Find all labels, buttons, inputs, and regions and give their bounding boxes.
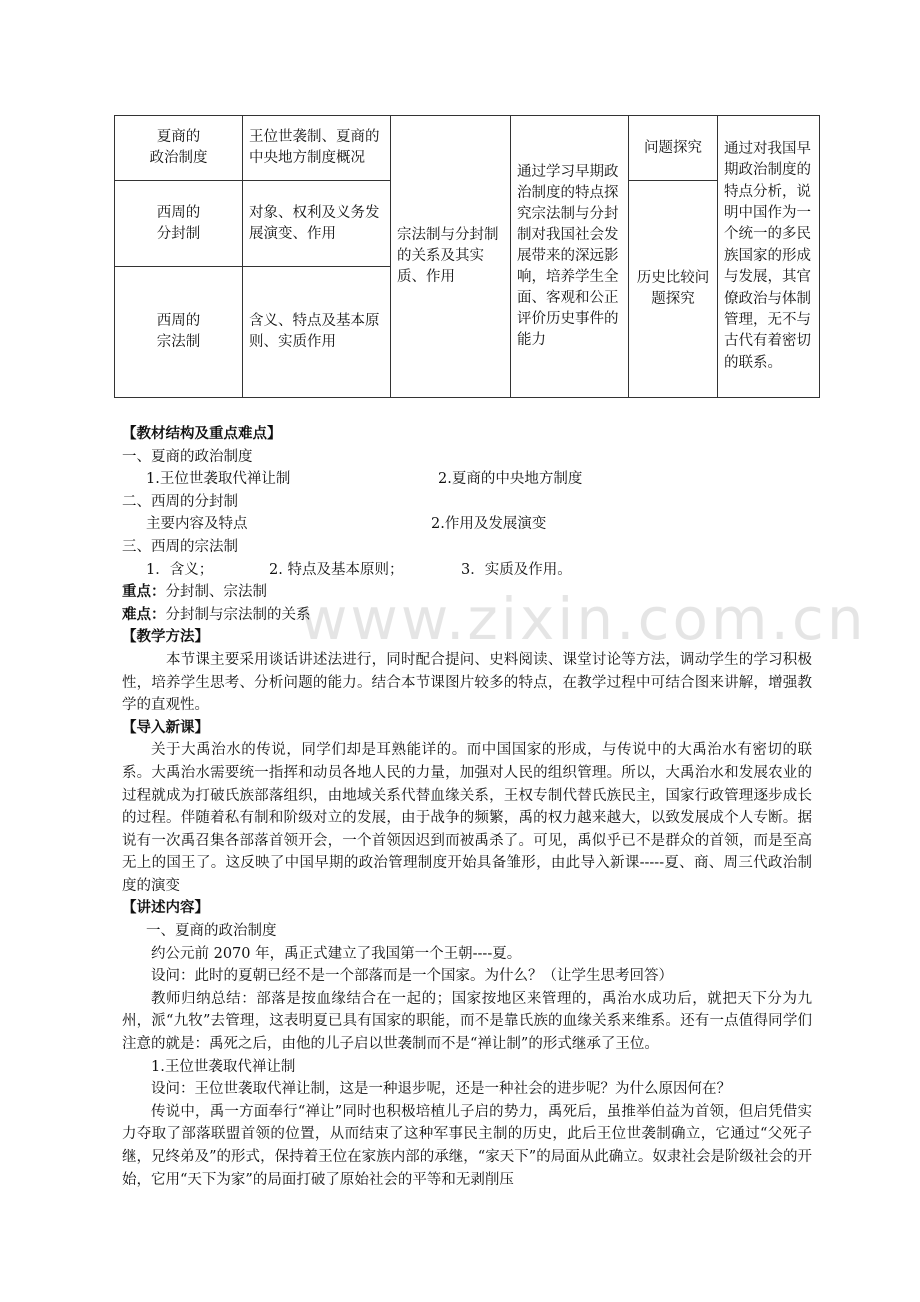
difficult-point [122, 604, 812, 627]
outline-sub: 2. 特点及基本原则； [269, 561, 404, 578]
subsection-heading: 1.王位世袭取代禅让制 [151, 1058, 296, 1075]
curriculum-table [114, 115, 820, 398]
table-cell: 西周的 分封制 [115, 181, 243, 267]
paragraph: 约公元前 2070 年，禹正式建立了我国第一个王朝----夏。 [151, 945, 522, 962]
section-heading: 【教材结构及重点难点】 [122, 425, 282, 442]
section-heading: 【教学方法】 [122, 628, 209, 646]
section-heading: 【讲述内容】 [122, 899, 209, 917]
watermark: www.zixin.com.cn [300, 585, 867, 653]
table-cell: 西周的 宗法制 [115, 267, 243, 398]
table-cell: 含义、特点及基本原则、实质作用 [243, 267, 391, 398]
table-cell: 夏商的 政治制度 [115, 116, 243, 181]
paragraph: 传说中，禹一方面奉行“禅让”同时也积极培植儿子启的势力，禹死后，虽推举伯益为首领，但启凭借实力夺取了部落联盟首领的位置，从而结束了这种军事民主制的历史，此后王位世袭制确立，它通过“父死子继，兄终弟及”的形式，保持着王位在家族内部的承继，“家天下”的局面从此确立。奴隶社会是阶级社会的开始，它用“天下为家”的局面打破了原始社会的平等和无剥削压 [122, 1103, 812, 1188]
table-cell: 通过对我国早期政治制度的特点分析，说明中国作为一个统一的多民族国家的形成与发展，其官僚政治与体制管理，无不与古代有着密切的联系。 [718, 116, 820, 398]
paragraph: 设问：此时的夏朝已经不是一个部落而是一个国家。为什么？（让学生思考回答） [151, 968, 673, 985]
table-cell: 对象、权利及义务发展演变、作用 [243, 181, 391, 267]
outline-sub: 1.王位世袭取代禅让制 [146, 471, 291, 488]
table-cell: 宗法制与分封制的关系及其实质、作用 [391, 116, 511, 398]
document-body [122, 423, 867, 1191]
diff-text: 分封制与宗法制的关系 [165, 606, 311, 623]
subsection-heading: 一、夏商的政治制度 [146, 923, 277, 940]
outline-item [122, 559, 812, 582]
outline-item: 三、西周的宗法制 [122, 538, 238, 555]
outline-item: 一、夏商的政治制度 [122, 448, 253, 465]
paragraph: 关于大禹治水的传说，同学们却是耳熟能详的。而中国国家的形成，与传说中的大禹治水有密切的联系。大禹治水需要统一指挥和动员各地人民的力量，加强对人民的组织管理。所以，大禹治水和发展农业的过程就成为打破氏族部落组织，由地域关系代替血缘关系，王权专制代替氏族民主，国家行政管理逐步成长的过程。伴随着私有制和阶级对立的发展，由于战争的频繁，禹的权力越来越大，以致发展成个人专断。据说有一次禹召集各部落首领开会，一个首领因迟到而被禹杀了。可见，禹似乎已不是群众的首领，而是至高无上的国王了。这反映了中国早期的政治管理制度开始具备雏形，由此导入新课-----夏、商、周三代政治制度的演变 [122, 742, 812, 894]
outline-sub: 1．含义； [146, 561, 214, 578]
paragraph: 教师归纳总结：部落是按血缘结合在一起的；国家按地区来管理的，禹治水成功后，就把天下分为九州，派“九牧”去管理，这表明夏已具有国家的职能，而不是靠氏族的血缘关系来维系。还有一点值得同学们注意的就是：禹死之后，由他的儿子启以世袭制而不是“禅让制”的形式继承了王位。 [122, 990, 812, 1053]
outline-item [122, 468, 812, 491]
paragraph: 本节课主要采用谈话讲述法进行，同时配合提问、史料阅读、课堂讨论等方法，调动学生的学习积极性，培养学生思考、分析问题的能力。结合本节课图片较多的特点，在教学过程中可结合图来讲解，增强教学的直观性。 [122, 651, 812, 714]
diff-label: 难点： [122, 605, 166, 623]
key-label: 重点： [122, 583, 166, 601]
table-cell: 历史比较问题探究 [629, 181, 718, 398]
paragraph: 设问：王位世袭取代禅让制，这是一种退步呢，还是一种社会的进步呢？为什么原因何在？ [151, 1081, 731, 1098]
outline-item [122, 513, 812, 536]
outline-sub: 2.夏商的中央地方制度 [438, 471, 583, 488]
table-cell: 问题探究 [629, 116, 718, 181]
outline-sub: 2.作用及发展演变 [431, 516, 547, 533]
table-cell: 通过学习早期政治制度的特点探究宗法制与分封制对我国社会发展带来的深远影响，培养学生全面、客观和公正评价历史事件的能力 [511, 116, 629, 398]
outline-sub: 3．实质及作用。 [461, 561, 572, 578]
outline-item: 二、西周的分封制 [122, 493, 238, 510]
outline-sub: 主要内容及特点 [146, 516, 248, 533]
table-cell: 王位世袭制、夏商的中央地方制度概况 [243, 116, 391, 181]
key-point [122, 581, 812, 604]
section-heading: 【导入新课】 [122, 718, 209, 736]
key-text: 分封制、宗法制 [165, 584, 267, 601]
